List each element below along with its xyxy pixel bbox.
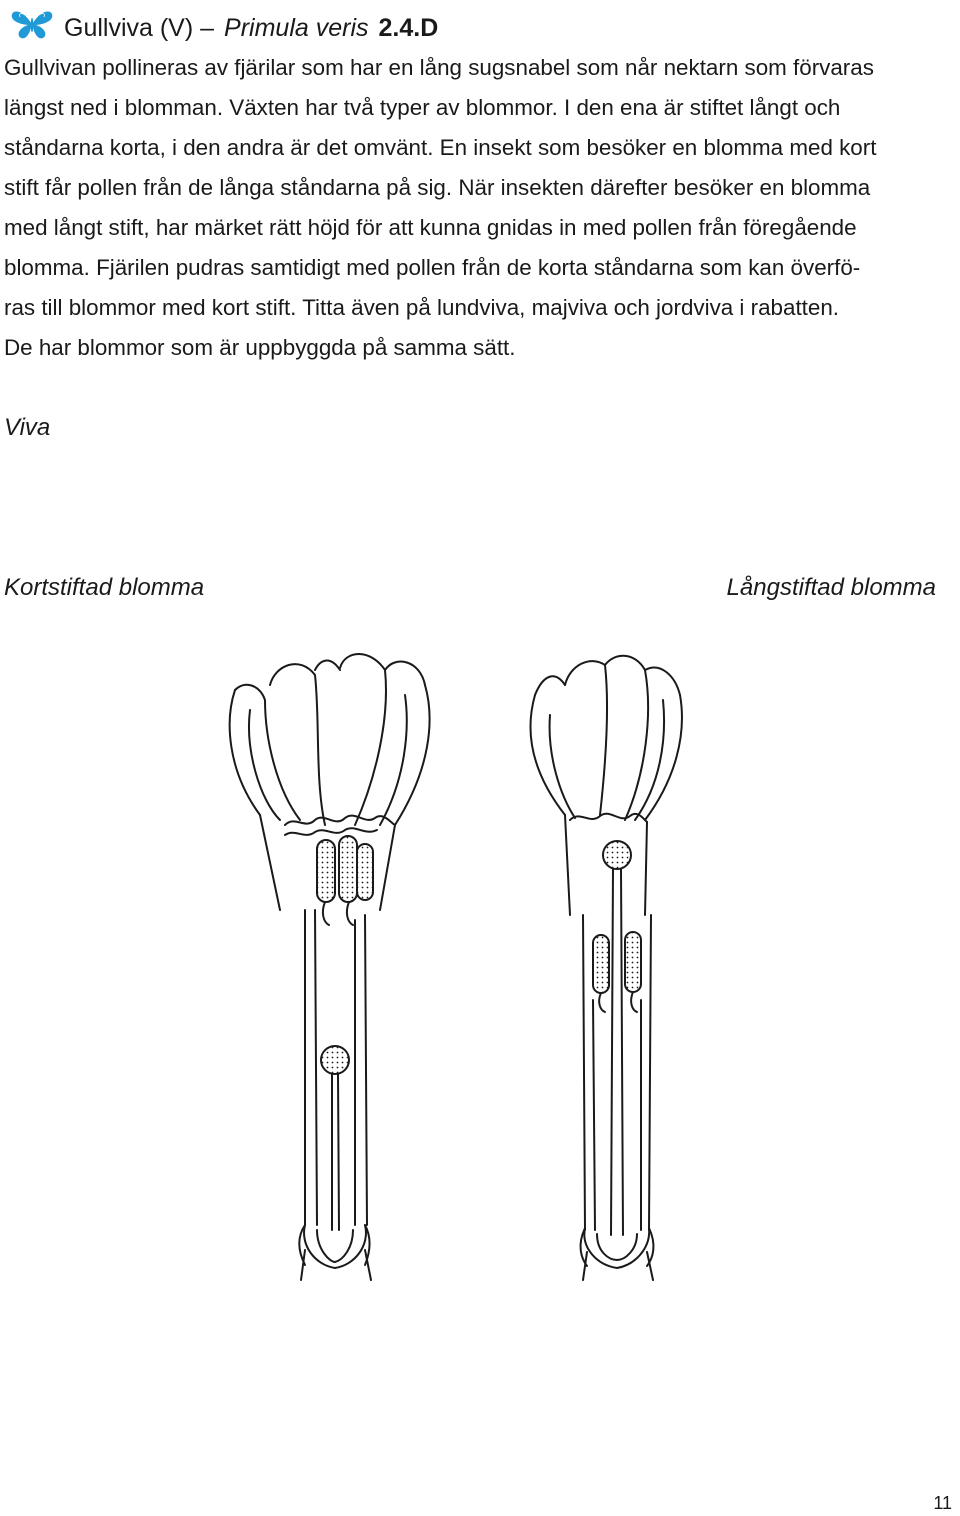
page-number: 11 bbox=[933, 1493, 952, 1513]
page-header bbox=[10, 8, 438, 48]
section-code: 2.4.D bbox=[378, 13, 439, 42]
flower-cross-section-illustration bbox=[205, 640, 725, 1290]
section-subheading: Viva bbox=[4, 414, 51, 441]
long-style-flower-drawing bbox=[530, 656, 681, 1280]
body-line: ras till blommor med kort stift. Titta även på lundviva, majviva och jordviva i rabatten. bbox=[4, 295, 840, 320]
page-title: Gullviva (V) – bbox=[64, 13, 215, 42]
body-line: ståndarna korta, i den andra är det omvänt. En insekt som besöker en blomma med kort bbox=[4, 135, 877, 160]
body-line: blomma. Fjärilen pudras samtidigt med pollen från de korta ståndarna som kan överfö- bbox=[4, 255, 861, 280]
short-style-flower-drawing bbox=[230, 654, 430, 1280]
body-line: längst ned i blomman. Växten har två typer av blommor. I den ena är stiftet långt och bbox=[4, 95, 841, 120]
body-line: stift får pollen från de långa ståndarna på sig. När insekten därefter besöker en blomma bbox=[4, 175, 871, 200]
body-line: De har blommor som är uppbyggda på samma sätt. bbox=[4, 335, 516, 360]
body-paragraph bbox=[4, 48, 956, 368]
body-line: Gullvivan pollineras av fjärilar som har en lång sugsnabel som når nektarn som förvaras bbox=[4, 55, 874, 80]
butterfly-icon bbox=[10, 9, 54, 48]
caption-short-style-flower: Kortstiftad blomma bbox=[4, 574, 205, 601]
scientific-name: Primula veris bbox=[224, 13, 369, 42]
caption-long-style-flower: Långstiftad blomma bbox=[726, 574, 936, 601]
body-line: med långt stift, har märket rätt höjd för att kunna gnidas in med pollen från föregående bbox=[4, 215, 857, 240]
